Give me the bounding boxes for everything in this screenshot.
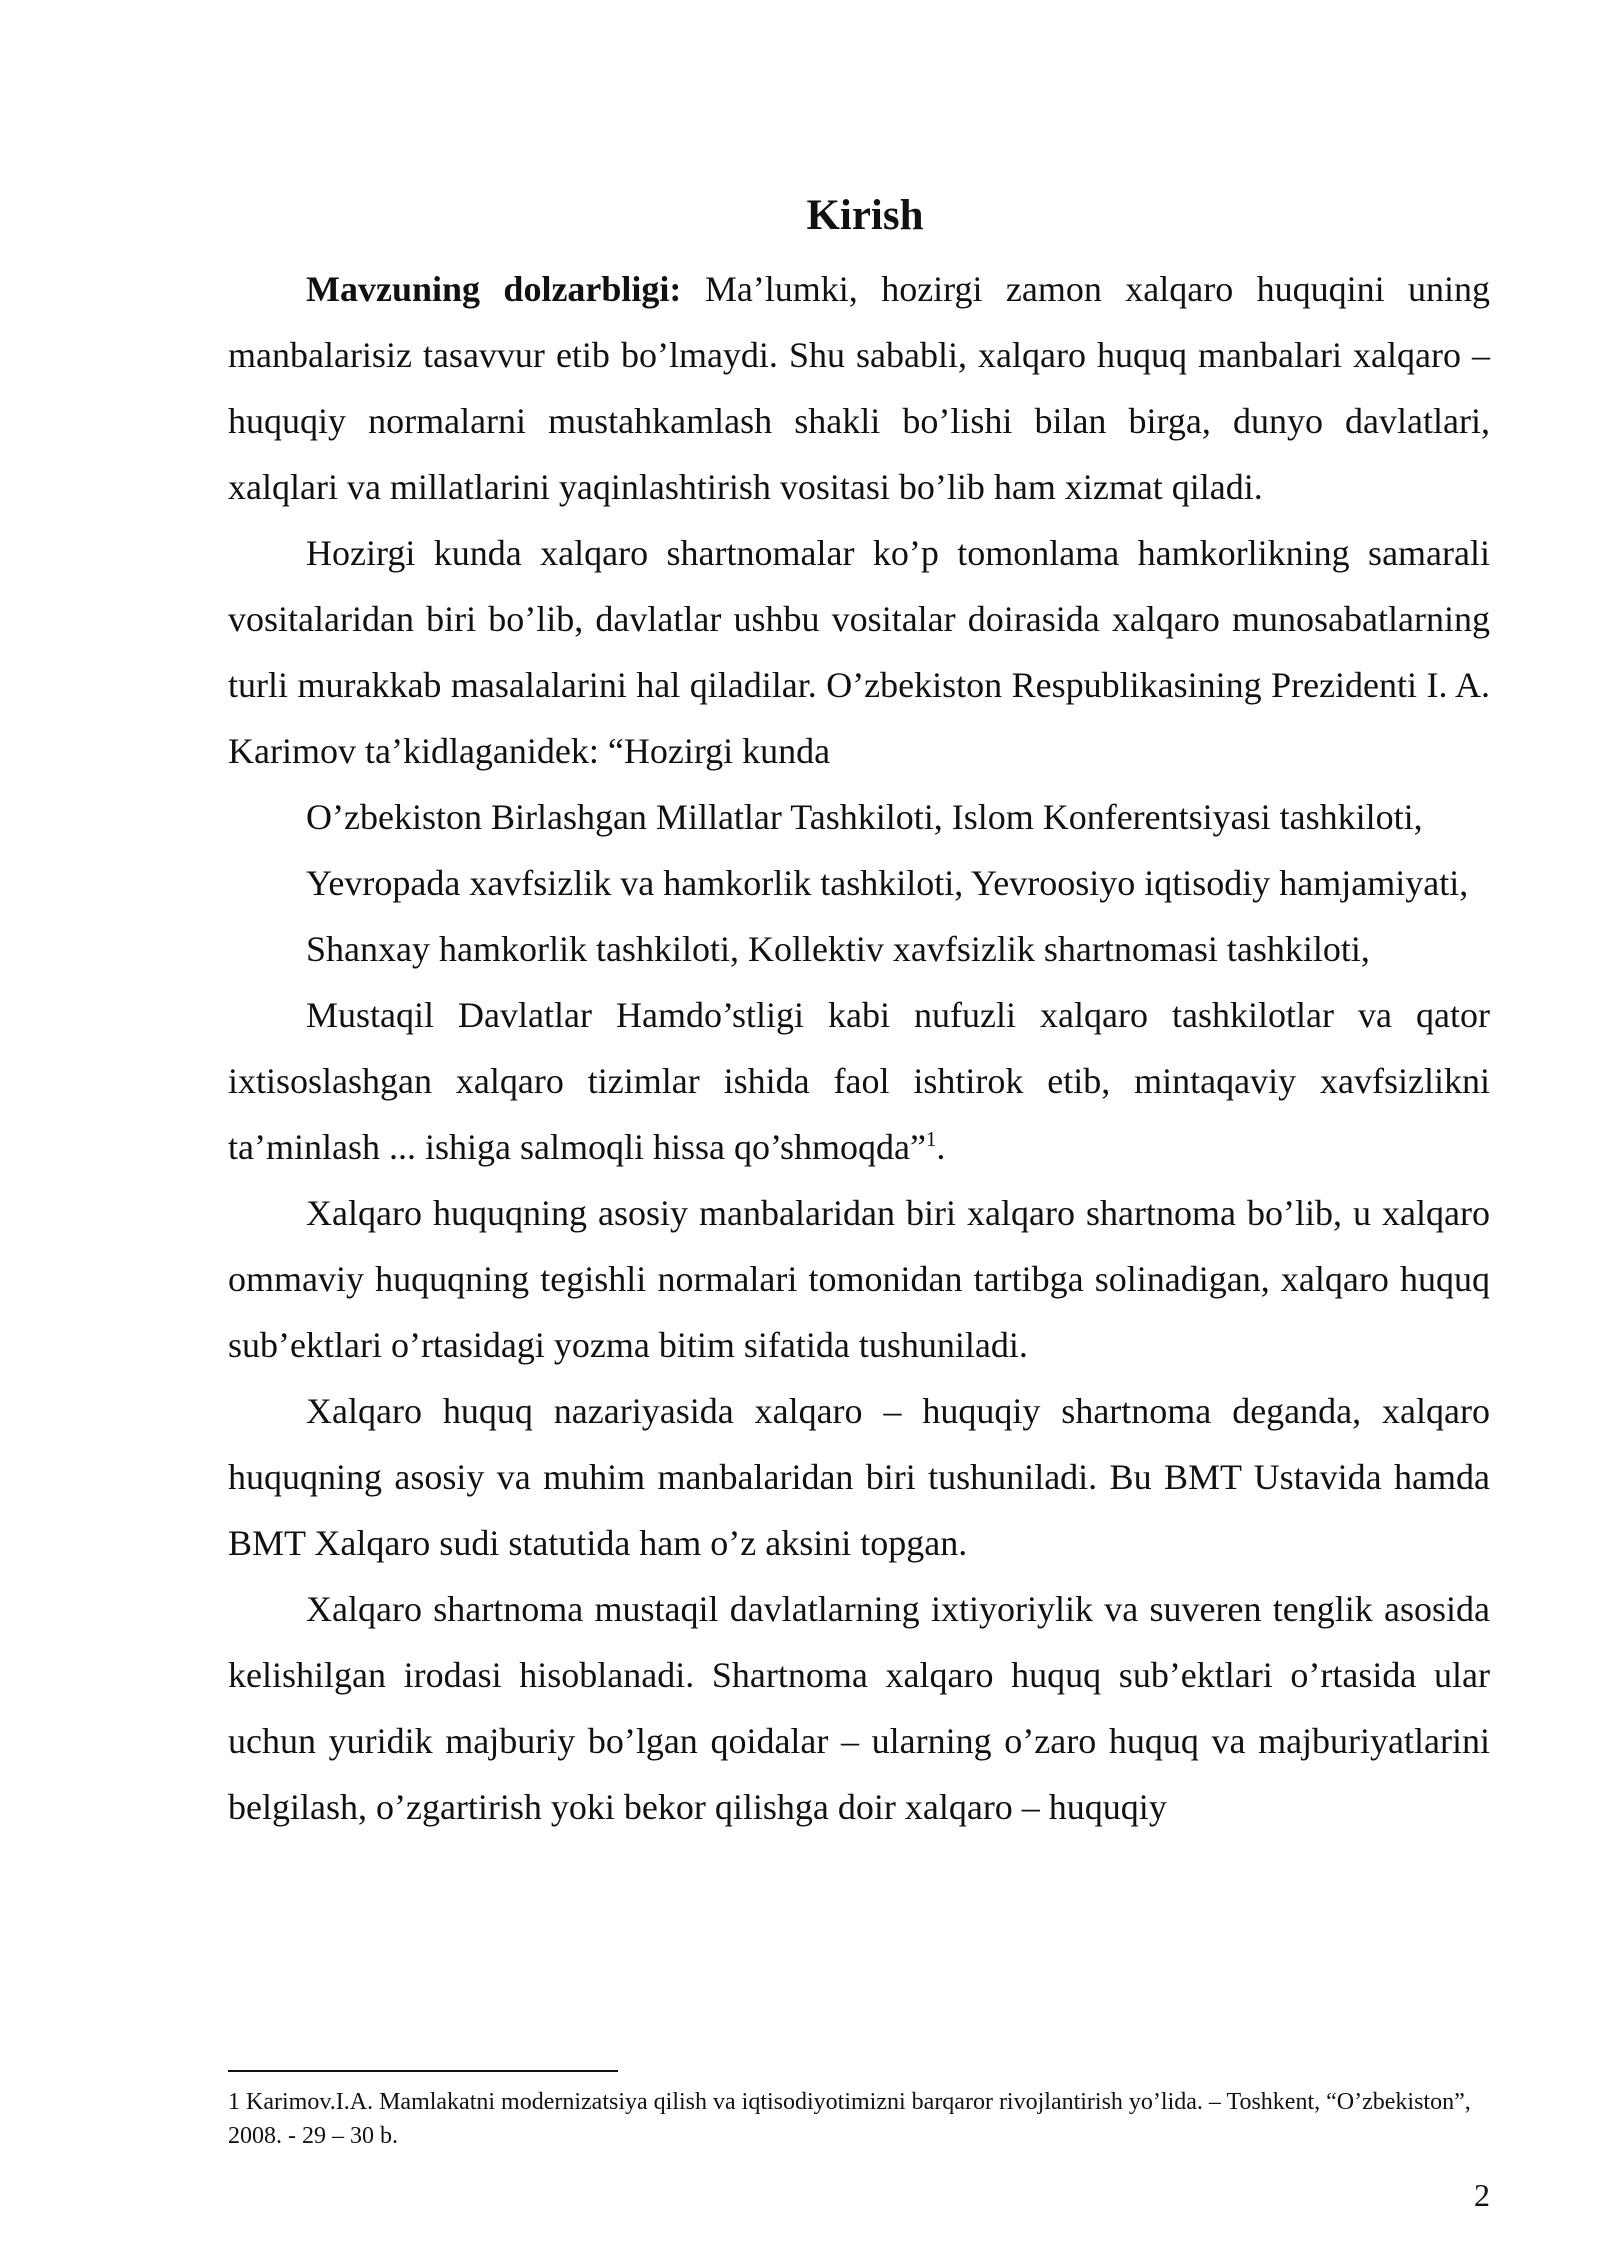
paragraph-quote-end-period: . xyxy=(936,1127,946,1167)
footnote: 1 Karimov.I.A. Mamlakatni modernizatsiya qilish va iqtisodiyotimizni barqaror rivojlantirish yo’lida. – Toshkent, “O’zbekiston”, 2008. - 29 – 30 b. xyxy=(228,2089,1471,2149)
paragraph-relevance xyxy=(228,256,1490,520)
paragraph-main-source: Xalqaro huquqning asosiy manbalaridan biri xalqaro shartnoma bo’lib, u xalqaro ommaviy huquqning tegishli normalari tomonidan tartibga solinadigan, xalqaro huquq sub’ektlari o’rtasidagi yozma bitim sifatida tushuniladi. xyxy=(228,1193,1490,1365)
paragraph-quote-line-3: Shanxay hamkorlik tashkiloti, Kollektiv xavfsizlik shartnomasi tashkiloti, xyxy=(306,929,1370,969)
lead-label: Mavzuning dolzarbligi: xyxy=(306,269,682,309)
page-title: Kirish xyxy=(806,192,924,239)
paragraph-will: Xalqaro shartnoma mustaqil davlatlarning ixtiyoriylik va suveren tenglik asosida kelishilgan irodasi hisoblanadi. Shartnoma xalqaro huquq sub’ektlari o’rtasida ular uchun yuridik majburiy bo’lgan qoidalar – ularning o’zaro huquq va majburiyatlarini belgilash, o’zgartirish yoki bekor qilishga doir xalqaro – huquqiy xyxy=(228,1589,1490,1827)
paragraph-quote-line-2: Yevropada xavfsizlik va hamkorlik tashkiloti, Yevroosiyo iqtisodiy hamjamiyati, xyxy=(306,863,1469,903)
footnote-separator xyxy=(228,2070,618,2072)
body-text xyxy=(228,256,1490,1840)
page-number: 2 xyxy=(1474,2177,1490,2213)
paragraph-relevance-text: Ma’lumki, hozirgi zamon xalqaro huquqini uning manbalarisiz tasavvur etib bo’lmaydi. Shu sababli, xalqaro huquq manbalari xalqaro – huquqiy normalarni mustahkamlash shakli bo’lishi bilan birga, dunyo davlatlari, xalqlari va millatlarini yaqinlashtirish vositasi bo’lib ham xizmat qiladi. xyxy=(228,269,1490,507)
paragraph-theory: Xalqaro huquq nazariyasida xalqaro – huquqiy shartnoma deganda, xalqaro huquqning asosiy va muhim manbalaridan biri tushuniladi. Bu BMT Ustavida hamda BMT Xalqaro sudi statutida ham o’z aksini topgan. xyxy=(228,1391,1490,1563)
paragraph-quote-end-text: Mustaqil Davlatlar Hamdo’stligi kabi nufuzli xalqaro tashkilotlar va qator ixtisoslashgan xalqaro tizimlar ishida faol ishtirok etib, mintaqaviy xavfsizlikni ta’minlash ... ishiga salmoqli hissa qo’shmoqda” xyxy=(228,995,1490,1167)
paragraph-quote-line-1: O’zbekiston Birlashgan Millatlar Tashkiloti, Islom Konferentsiyasi tashkiloti, xyxy=(306,797,1423,837)
footnote-reference: 1 xyxy=(925,1127,937,1151)
paragraph-quote-end xyxy=(228,982,1490,1180)
paragraph-treaties: Hozirgi kunda xalqaro shartnomalar ko’p tomonlama hamkorlikning samarali vositalaridan biri bo’lib, davlatlar ushbu vositalar doirasida xalqaro munosabatlarning turli murakkab masalalarini hal qiladilar. O’zbekiston Respublikasining Prezidenti I. A. Karimov ta’kidlaganidek: “Hozirgi kunda xyxy=(228,533,1490,771)
